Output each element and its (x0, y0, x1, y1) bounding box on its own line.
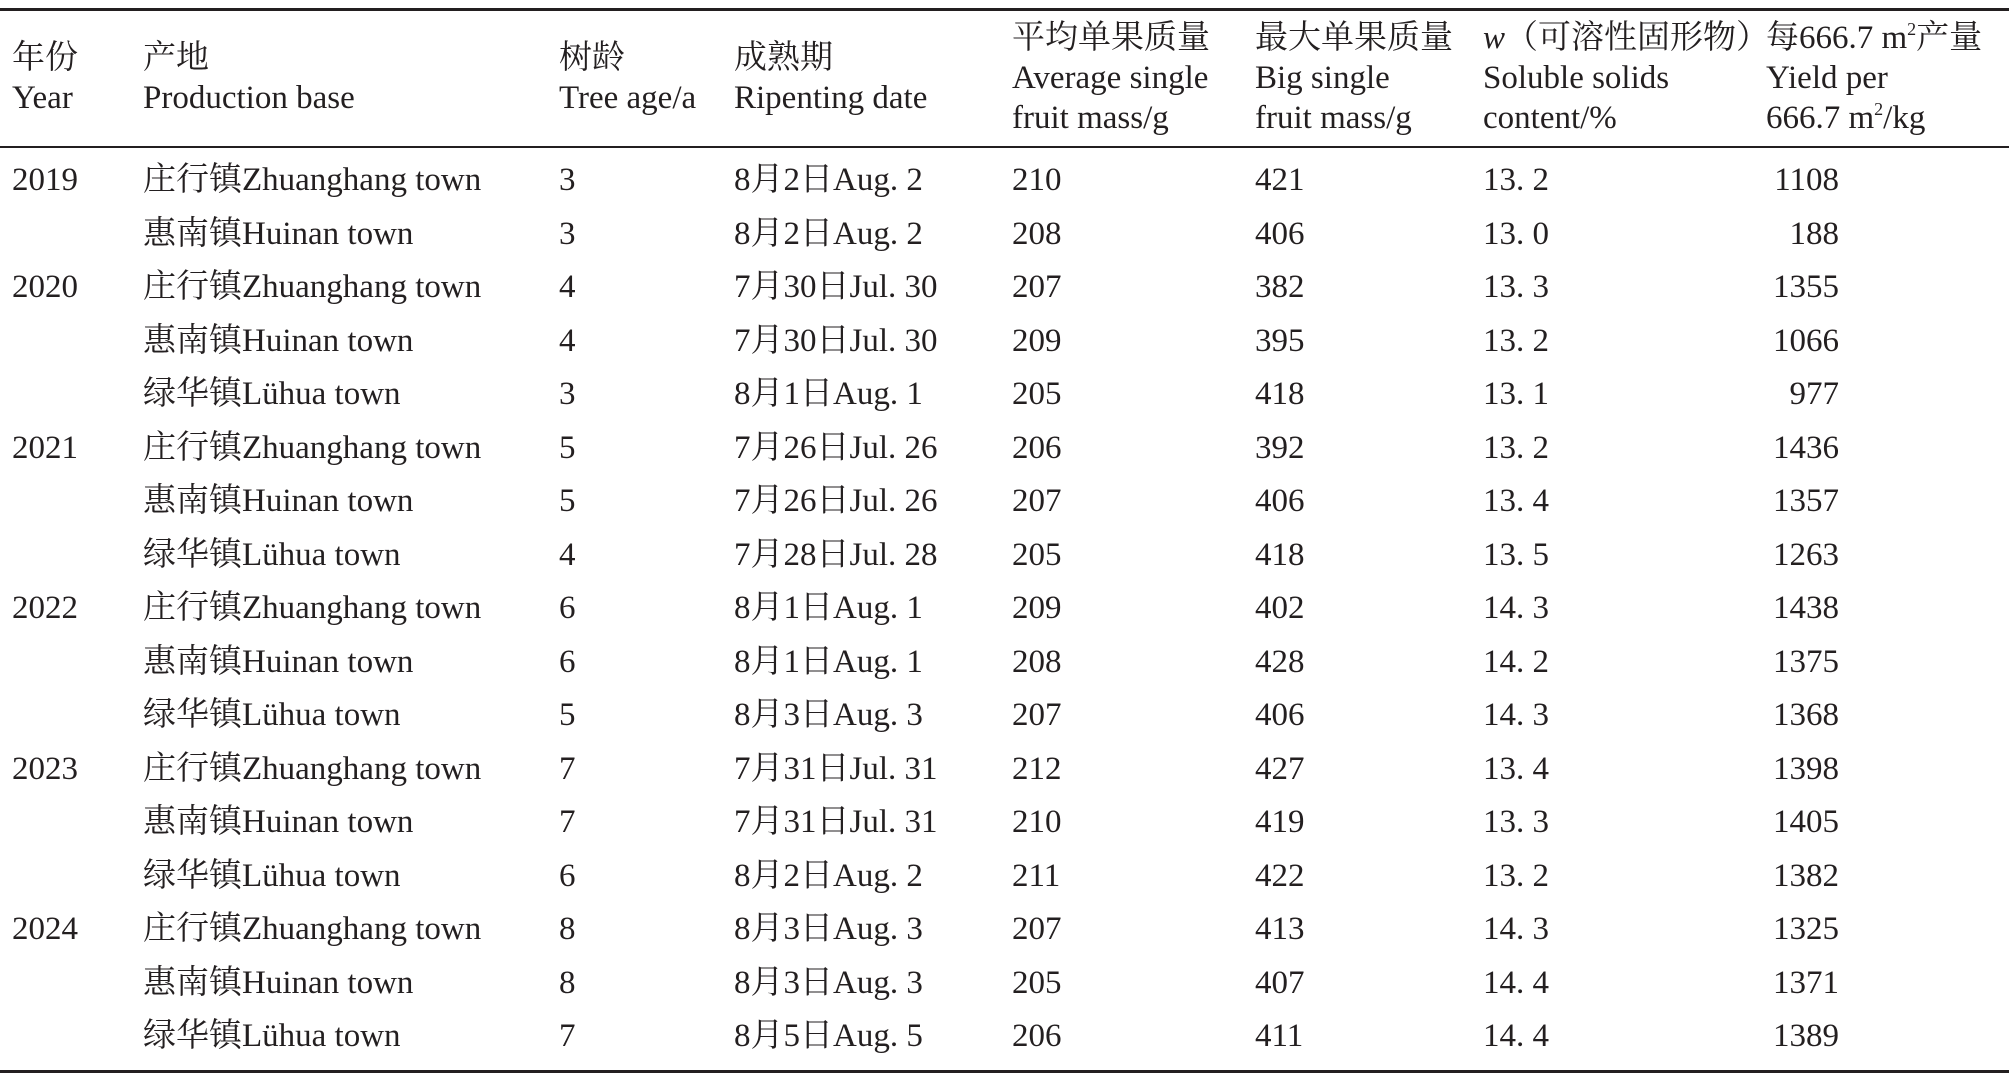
cell-production-base: 庄行镇Zhuanghang town (143, 911, 482, 947)
cell-tree-age: 4 (559, 536, 576, 573)
cell-year (0, 529, 143, 583)
cell-soluble-solids: 14. 2 (1483, 643, 1549, 680)
cell-soluble-solids: 13. 3 (1483, 269, 1549, 305)
cell-production-base: 惠南镇Huinan town (143, 964, 414, 1001)
table-row (0, 850, 2009, 904)
cell-ripening-date: 7月30日Jul. 30 (734, 322, 938, 359)
cell-average-mass: 209 (1012, 590, 1062, 626)
cell-max-mass: 406 (1255, 697, 1305, 733)
cell-ripening-date: 8月2日Aug. 2 (734, 215, 923, 252)
cell-soluble-solids: 13. 1 (1483, 376, 1549, 412)
table-row (0, 743, 2009, 797)
cell-year: 2019 (12, 162, 78, 198)
cell-max-mass: 411 (1255, 1010, 1483, 1071)
cell-production-base: 绿华镇Lühua town (143, 376, 401, 412)
cell-average-mass: 210 (1012, 162, 1062, 198)
cell-yield: 1325 (1773, 911, 1839, 947)
cell-yield: 1405 (1773, 804, 1839, 840)
cell-production-base: 惠南镇Huinan town (143, 483, 414, 519)
cell-tree-age: 5 (559, 483, 576, 519)
cell-tree-age: 3 (559, 215, 576, 252)
cell-yield: 1263 (1773, 536, 1839, 573)
cell-average-mass: 211 (1012, 857, 1061, 894)
cell-production-base: 惠南镇Huinan town (143, 322, 414, 359)
cell-ripening-date: 8月5日Aug. 5 (734, 1010, 1012, 1071)
cell-soluble-solids: 14. 4 (1483, 1010, 1766, 1071)
cell-ripening-date: 7月26日Jul. 26 (734, 429, 938, 466)
table-row (0, 529, 2009, 583)
cell-average-mass: 205 (1012, 536, 1062, 573)
cell-year: 2021 (12, 429, 78, 466)
cell-yield: 1375 (1773, 643, 1839, 680)
cell-year (0, 368, 143, 422)
cell-yield: 1355 (1773, 269, 1839, 305)
cell-tree-age: 4 (559, 322, 576, 359)
cell-production-base: 庄行镇Zhuanghang town (143, 590, 482, 626)
cell-max-mass: 418 (1255, 536, 1305, 573)
header-soluble-solids: w（可溶性固形物） Soluble solids content/% (1483, 10, 1766, 148)
cell-ripening-date: 7月31日Jul. 31 (734, 750, 938, 787)
cell-year (0, 475, 143, 529)
data-table-container (0, 8, 2009, 1073)
cell-soluble-solids: 13. 2 (1483, 322, 1549, 359)
cell-average-mass: 207 (1012, 697, 1062, 733)
table-row (0, 368, 2009, 422)
table-row (0, 147, 2009, 208)
cell-year (0, 315, 143, 369)
cell-production-base: 绿华镇Lühua town (143, 857, 401, 894)
cell-yield: 1398 (1773, 750, 1839, 787)
cell-tree-age: 7 (559, 750, 576, 787)
cell-yield: 1389 (1766, 1010, 2009, 1071)
cell-max-mass: 402 (1255, 590, 1305, 626)
cell-yield: 1382 (1773, 857, 1839, 894)
cell-average-mass: 207 (1012, 483, 1062, 519)
cell-tree-age: 3 (559, 162, 576, 198)
cell-max-mass: 392 (1255, 429, 1305, 466)
cell-tree-age: 6 (559, 590, 576, 626)
cell-soluble-solids: 13. 2 (1483, 162, 1549, 198)
cell-max-mass: 407 (1255, 964, 1305, 1001)
cell-production-base: 庄行镇Zhuanghang town (143, 429, 482, 466)
cell-ripening-date: 8月2日Aug. 2 (734, 162, 923, 198)
table-row (0, 1010, 2009, 1071)
cell-ripening-date: 7月31日Jul. 31 (734, 804, 938, 840)
cell-production-base: 绿华镇Lühua town (143, 697, 401, 733)
cell-soluble-solids: 13. 2 (1483, 429, 1549, 466)
cell-yield: 1436 (1773, 429, 1839, 466)
cell-soluble-solids: 14. 4 (1483, 964, 1549, 1001)
cell-yield: 188 (1789, 215, 1839, 252)
cell-ripening-date: 8月3日Aug. 3 (734, 964, 923, 1001)
cell-year (0, 850, 143, 904)
cell-ripening-date: 8月1日Aug. 1 (734, 376, 923, 412)
cell-ripening-date: 8月1日Aug. 1 (734, 590, 923, 626)
cell-tree-age: 4 (559, 269, 576, 305)
cell-soluble-solids: 13. 4 (1483, 483, 1549, 519)
header-yield: 每666.7 $m^2$产量 Yield per 666.7 $m^2/kg$ (1766, 10, 2009, 148)
cell-year (0, 689, 143, 743)
header-row (0, 10, 2009, 148)
table-row (0, 582, 2009, 636)
cell-tree-age: 7 (559, 804, 576, 840)
cell-year (0, 796, 143, 850)
table-body (0, 147, 2009, 1071)
cell-tree-age: 8 (559, 964, 576, 1001)
cell-tree-age: 8 (559, 911, 576, 947)
cell-ripening-date: 8月2日Aug. 2 (734, 857, 923, 894)
cell-yield: 1438 (1773, 590, 1839, 626)
cell-max-mass: 421 (1255, 162, 1305, 198)
cell-yield: 1368 (1773, 697, 1839, 733)
cell-average-mass: 207 (1012, 911, 1062, 947)
cell-year: 2023 (12, 750, 78, 787)
cell-soluble-solids: 14. 3 (1483, 697, 1549, 733)
cell-average-mass: 206 (1012, 1010, 1255, 1071)
cell-year (0, 1010, 143, 1071)
cell-ripening-date: 7月28日Jul. 28 (734, 536, 938, 573)
cell-average-mass: 205 (1012, 964, 1062, 1001)
table-row (0, 689, 2009, 743)
cell-yield: 1108 (1774, 162, 1839, 198)
table-row (0, 796, 2009, 850)
cell-year: 2022 (12, 590, 78, 626)
cell-year (0, 636, 143, 690)
cell-max-mass: 422 (1255, 857, 1305, 894)
cell-max-mass: 427 (1255, 750, 1305, 787)
cell-tree-age: 3 (559, 376, 576, 412)
cell-production-base: 绿华镇Lühua town (143, 1010, 559, 1071)
cell-soluble-solids: 13. 5 (1483, 536, 1549, 573)
cell-soluble-solids: 13. 3 (1483, 804, 1549, 840)
cell-max-mass: 382 (1255, 269, 1305, 305)
cell-average-mass: 205 (1012, 376, 1062, 412)
cell-production-base: 庄行镇Zhuanghang town (143, 750, 482, 787)
cell-max-mass: 428 (1255, 643, 1305, 680)
cell-ripening-date: 8月1日Aug. 1 (734, 643, 923, 680)
cell-soluble-solids: 13. 0 (1483, 215, 1549, 252)
header-ripening-date: 成熟期 Ripenting date (734, 10, 1012, 148)
cell-year (0, 957, 143, 1011)
cell-yield: 977 (1789, 376, 1839, 412)
cell-tree-age: 6 (559, 857, 576, 894)
header-tree-age: 树龄 Tree age/a (559, 10, 734, 148)
cell-tree-age: 7 (559, 1010, 734, 1071)
cell-max-mass: 413 (1255, 911, 1305, 947)
table-row (0, 957, 2009, 1011)
cell-production-base: 庄行镇Zhuanghang town (143, 269, 482, 305)
cell-max-mass: 406 (1255, 215, 1305, 252)
cell-ripening-date: 8月3日Aug. 3 (734, 911, 923, 947)
cell-ripening-date: 8月3日Aug. 3 (734, 697, 923, 733)
cell-yield: 1066 (1773, 322, 1839, 359)
header-production-base: 产地 Production base (143, 10, 559, 148)
cell-soluble-solids: 14. 3 (1483, 911, 1549, 947)
cell-average-mass: 208 (1012, 215, 1062, 252)
cell-production-base: 惠南镇Huinan town (143, 215, 414, 252)
cell-average-mass: 207 (1012, 269, 1062, 305)
cell-average-mass: 209 (1012, 322, 1062, 359)
cell-ripening-date: 7月30日Jul. 30 (734, 269, 938, 305)
cell-soluble-solids: 13. 4 (1483, 750, 1549, 787)
cell-soluble-solids: 13. 2 (1483, 857, 1549, 894)
cell-average-mass: 208 (1012, 643, 1062, 680)
cell-tree-age: 6 (559, 643, 576, 680)
table-row (0, 903, 2009, 957)
cell-production-base: 绿华镇Lühua town (143, 536, 401, 573)
table-row (0, 475, 2009, 529)
cell-production-base: 庄行镇Zhuanghang town (143, 162, 482, 198)
fruit-yield-table (0, 8, 2009, 1073)
header-average-mass: 平均单果质量 Average single fruit mass/g (1012, 10, 1255, 148)
cell-year (0, 208, 143, 262)
cell-max-mass: 406 (1255, 483, 1305, 519)
cell-soluble-solids: 14. 3 (1483, 590, 1549, 626)
cell-yield: 1371 (1773, 964, 1839, 1001)
cell-yield: 1357 (1773, 483, 1839, 519)
cell-ripening-date: 7月26日Jul. 26 (734, 483, 938, 519)
table-row (0, 315, 2009, 369)
cell-tree-age: 5 (559, 429, 576, 466)
cell-max-mass: 418 (1255, 376, 1305, 412)
header-max-mass: 最大单果质量 Big single fruit mass/g (1255, 10, 1483, 148)
header-year: 年份 Year (0, 10, 143, 148)
table-row (0, 208, 2009, 262)
cell-average-mass: 212 (1012, 750, 1062, 787)
cell-average-mass: 206 (1012, 429, 1062, 466)
cell-year: 2020 (12, 269, 78, 305)
cell-production-base: 惠南镇Huinan town (143, 643, 414, 680)
cell-tree-age: 5 (559, 697, 576, 733)
cell-average-mass: 210 (1012, 804, 1062, 840)
cell-year: 2024 (12, 911, 78, 947)
cell-max-mass: 395 (1255, 322, 1305, 359)
cell-production-base: 惠南镇Huinan town (143, 804, 414, 840)
table-row (0, 422, 2009, 476)
cell-max-mass: 419 (1255, 804, 1305, 840)
table-row (0, 636, 2009, 690)
table-row (0, 261, 2009, 315)
